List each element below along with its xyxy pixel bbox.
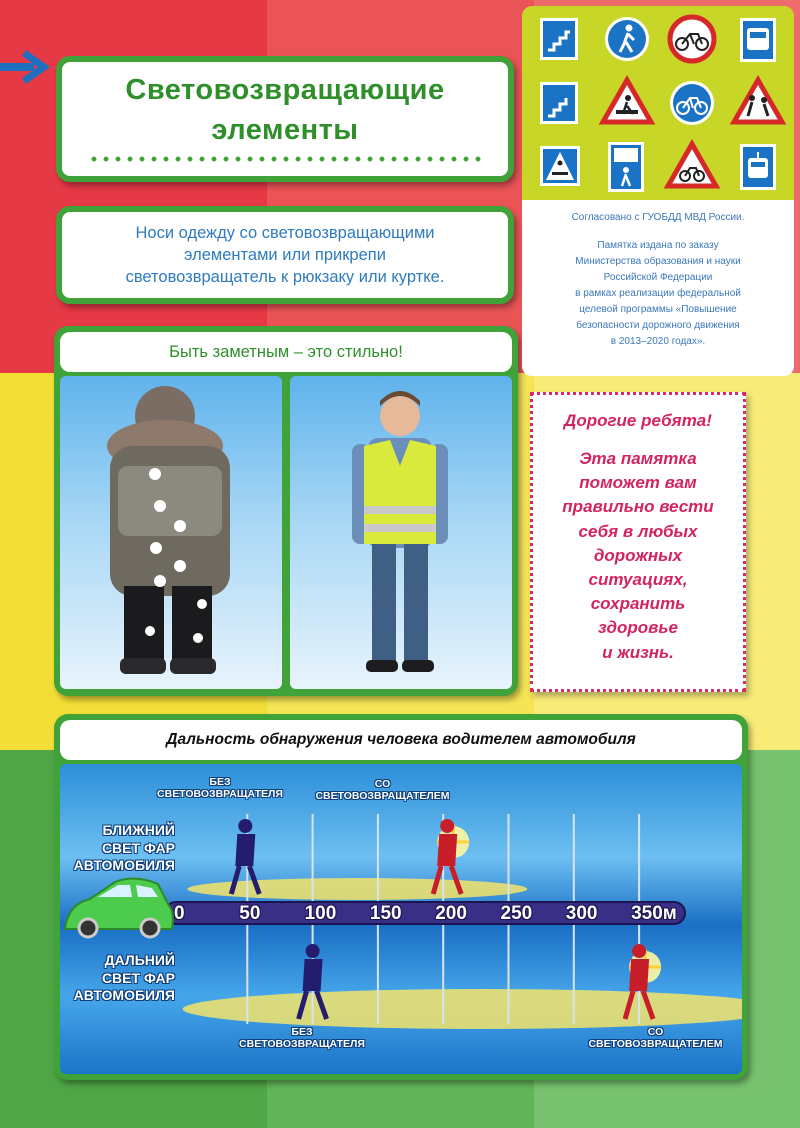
advice-panel — [56, 206, 514, 304]
dear-line: правильно вести — [562, 497, 714, 517]
info-line1: Памятка издана по заказу — [597, 240, 719, 251]
detection-range-heading: Дальность обнаружения человека водителем автомобиля — [60, 720, 742, 760]
high-beam-pedestrian-without-reflector-body — [303, 959, 323, 991]
low-beam-pedestrian-with-reflector-head — [440, 819, 454, 833]
arrow-right-icon — [0, 50, 52, 84]
pedestrian-crossing-warning-icon — [603, 80, 651, 122]
low-beam-pedestrian-without-reflector-head — [238, 819, 252, 833]
page-title — [62, 70, 508, 150]
overpass-sign-icon — [540, 82, 578, 124]
distance-tick-label: 50 — [239, 903, 261, 924]
dear-line: Эта памятка — [579, 449, 697, 468]
low-beam-line2: СВЕТ ФАР — [101, 839, 175, 856]
advice-line1: Носи одежду со световозвращающими — [135, 224, 435, 242]
no-bicycles-sign-icon — [669, 16, 715, 62]
child-back-figure — [60, 376, 282, 689]
without-top-line1: БЕЗ — [209, 776, 231, 788]
distance-tick-label: 250 — [500, 903, 533, 924]
dear-line: ситуациях, — [588, 570, 688, 590]
high-beam-label — [60, 952, 175, 1005]
high-beam-pedestrian-with-reflector-body — [629, 959, 649, 991]
without-bottom-line1: БЕЗ — [291, 1026, 313, 1038]
boy-vest-figure — [290, 376, 512, 689]
without-reflector-bottom-label — [232, 1026, 372, 1050]
dear-kids-note — [530, 392, 746, 692]
dear-line: сохранить — [590, 594, 686, 614]
dear-line: поможет вам — [579, 473, 697, 493]
high-beam-pedestrian-without-reflector-head — [306, 944, 320, 958]
low-beam-light-pool — [187, 878, 527, 900]
with-top-line1: СО — [374, 778, 391, 790]
distance-tick-label: 150 — [369, 903, 402, 924]
pedestrian-path-sign-icon — [608, 142, 644, 192]
page-title-line2: элементы — [211, 114, 359, 146]
pedestrian-crossing-sign-icon — [540, 146, 580, 186]
info-line4: в рамках реализации федеральной — [575, 288, 741, 299]
with-top-line2: СВЕТОВОЗВРАЩАТЕЛЕМ — [315, 790, 450, 802]
distance-tick-label: 350м — [631, 903, 677, 924]
without-top-line2: СВЕТОВОЗВРАЩАТЕЛЯ — [157, 788, 283, 800]
dear-line: себя в любых — [578, 521, 698, 541]
with-bottom-line1: СО — [647, 1026, 664, 1038]
low-beam-pedestrian-without-reflector-body — [235, 834, 255, 866]
high-beam-light-pool — [183, 989, 742, 1029]
info-line6: безопасности дорожного движения — [576, 320, 740, 331]
info-line7: в 2013–2020 годах». — [610, 336, 706, 347]
high-beam-line1: ДАЛЬНИЙ — [104, 952, 175, 968]
advice-text — [62, 212, 508, 288]
dear-kids-body — [533, 447, 743, 665]
with-reflector-top-label — [305, 778, 460, 802]
road-signs-panel — [522, 6, 794, 200]
advice-line2: элементами или прикрепи — [184, 246, 386, 264]
distance-tick-label: 300 — [565, 903, 598, 924]
distance-tick-label: 0 — [174, 903, 185, 924]
with-reflector-bottom-label — [578, 1026, 733, 1050]
photos-subtitle: Быть заметным – это стильно! — [60, 332, 512, 372]
children-warning-icon — [734, 80, 782, 122]
publication-info — [522, 200, 794, 376]
detection-range-diagram — [60, 764, 742, 1074]
dear-kids-heading: Дорогие ребята! — [564, 411, 712, 430]
dear-line: здоровье — [598, 618, 678, 638]
pedestrian-zone-sign-icon — [605, 17, 649, 61]
info-line2: Министерства образования и науки — [575, 256, 741, 267]
low-beam-line1: БЛИЖНИЙ — [102, 822, 175, 838]
bus-stop-sign-icon — [740, 18, 776, 62]
photos-panel — [54, 326, 518, 696]
low-beam-pedestrian-with-reflector-body — [437, 834, 457, 866]
without-bottom-line2: СВЕТОВОЗВРАЩАТЕЛЯ — [239, 1038, 365, 1050]
with-bottom-line2: СВЕТОВОЗВРАЩАТЕЛЕМ — [588, 1038, 723, 1050]
distance-tick-label: 100 — [304, 903, 337, 924]
info-line3: Российской Федерации — [603, 272, 713, 283]
advice-line3: световозвращатель к рюкзаку или куртке. — [125, 268, 445, 286]
high-beam-line2: СВЕТ ФАР — [101, 969, 175, 986]
dear-line: и жизнь. — [602, 642, 674, 662]
tram-stop-sign-icon — [740, 144, 776, 190]
road-signs-grid — [522, 6, 794, 200]
low-beam-label — [60, 822, 175, 875]
agreed-note: Согласовано с ГУОБДД МВД России. — [571, 212, 745, 223]
info-line5: целевой программы «Повышение — [579, 304, 737, 315]
low-beam-line3: АВТОМОБИЛЯ — [73, 857, 175, 873]
bicycle-warning-icon — [668, 144, 716, 186]
distance-tick-label: 200 — [435, 903, 467, 924]
photo-boy-reflective-vest — [290, 376, 512, 689]
detection-range-panel — [54, 714, 748, 1080]
underpass-sign-icon — [540, 18, 578, 60]
dotted-divider — [88, 156, 482, 162]
car-wheel — [141, 919, 159, 937]
bicycle-path-sign-icon — [670, 81, 714, 125]
dear-line: дорожных — [593, 545, 683, 565]
without-reflector-top-label — [150, 776, 290, 800]
high-beam-pedestrian-with-reflector-head — [632, 944, 646, 958]
car-wheel — [79, 919, 97, 937]
page-title-line1: Световозвращающие — [125, 74, 445, 106]
title-panel — [56, 56, 514, 182]
high-beam-line3: АВТОМОБИЛЯ — [73, 987, 175, 1003]
photo-child-jacket-reflectors — [60, 376, 282, 689]
